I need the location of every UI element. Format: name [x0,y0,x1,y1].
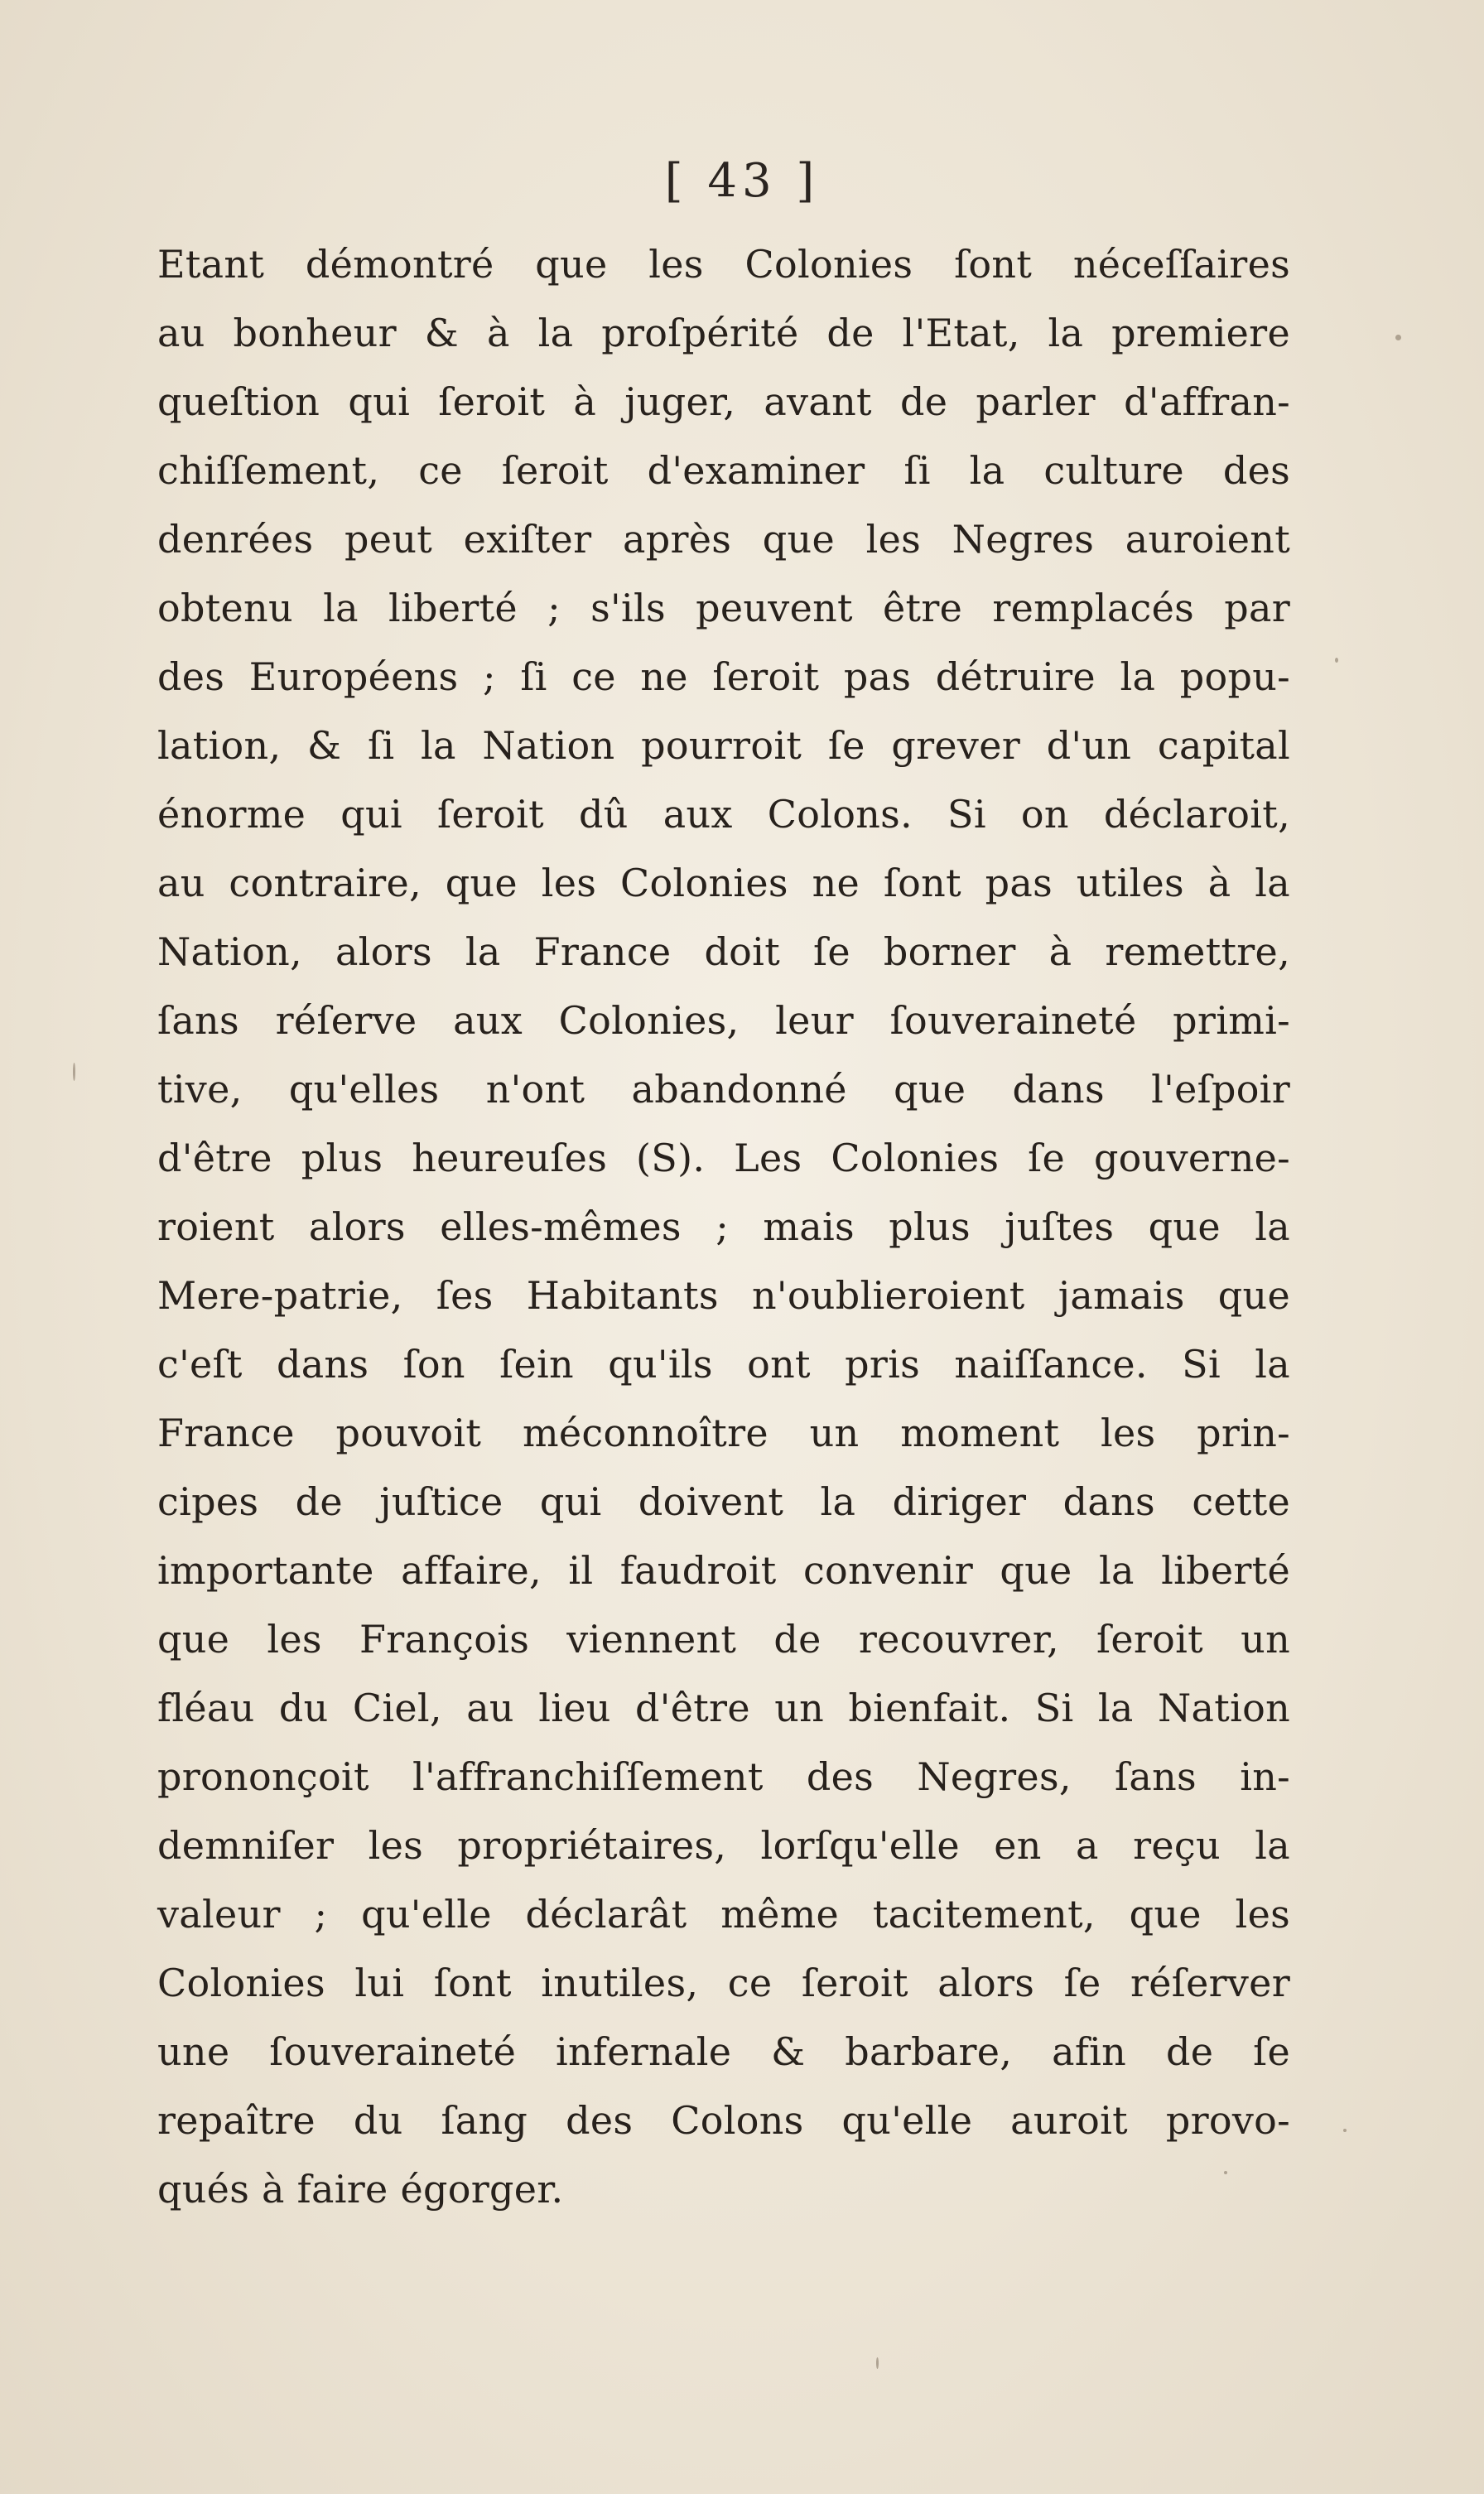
text-line: prononçoit l'affranchiſſement des Negres, ſans in- [157,1754,1290,1799]
text-line: Nation, alors la France doit ſe borner à remettre, [157,929,1290,974]
text-line: tive, qu'elles n'ont abandonné que dans l'eſpoir [157,1067,1290,1112]
paper-speck [73,1063,75,1081]
text-line: que les François viennent de recouvrer, ſeroit un [157,1617,1290,1662]
body-text [157,230,1290,2224]
text-line: d'être plus heureuſes (S). Les Colonies ſe gouverne- [157,1136,1290,1180]
text-line: Mere-patrie, ſes Habitants n'oublieroient jamais que [157,1273,1290,1318]
text-line: au bonheur & à la proſpérité de l'Etat, la premiere [157,311,1290,355]
text-line: France pouvoit méconnoître un moment les prin- [157,1411,1290,1455]
text-line: Colonies lui ſont inutiles, ce ſeroit alors ſe réſerver [157,1961,1290,2005]
page-number: [ 43 ] [664,154,820,208]
text-line: énorme qui ſeroit dû aux Colons. Si on déclaroit, [157,792,1290,837]
text-line: c'eſt dans ſon ſein qu'ils ont pris naiſſance. Si la [157,1342,1290,1387]
paper-speck [1395,335,1401,340]
text-line: roient alors elles-mêmes ; mais plus juſtes que la [157,1204,1290,1249]
paper-speck [1335,658,1338,663]
text-line: queſtion qui ſeroit à juger, avant de parler d'affran- [157,379,1290,424]
text-line: chiſſement, ce ſeroit d'examiner ſi la culture des [157,448,1290,493]
paper-speck [1343,2129,1347,2132]
text-line: repaître du ſang des Colons qu'elle auroit provo- [157,2098,1290,2143]
paper-speck [876,2357,879,2369]
text-line: une ſouveraineté infernale & barbare, afin de ſe [157,2029,1290,2074]
text-line: ſans réſerve aux Colonies, leur ſouveraineté primi- [157,998,1290,1043]
text-line: lation, & ſi la Nation pourroit ſe grever d'un capital [157,723,1290,768]
text-line: fléau du Ciel, au lieu d'être un bienfait. Si la Nation [157,1686,1290,1730]
text-line: valeur ; qu'elle déclarât même tacitement, que les [157,1892,1290,1937]
text-line: au contraire, que les Colonies ne ſont pas utiles à la [157,861,1290,905]
text-line: des Européens ; ſi ce ne ſeroit pas détruire la popu- [157,654,1290,699]
text-line: demniſer les propriétaires, lorſqu'elle en a reçu la [157,1823,1290,1868]
text-line: denrées peut exiſter après que les Negres auroient [157,517,1290,562]
text-line: Etant démontré que les Colonies ſont néceſſaires [157,242,1290,287]
text-line: importante affaire, il faudroit convenir que la liberté [157,1548,1290,1593]
text-line: obtenu la liberté ; s'ils peuvent être remplacés par [157,586,1290,630]
text-line: qués à faire égorger. [157,2167,564,2212]
text-line: cipes de juſtice qui doivent la diriger dans cette [157,1479,1290,1524]
